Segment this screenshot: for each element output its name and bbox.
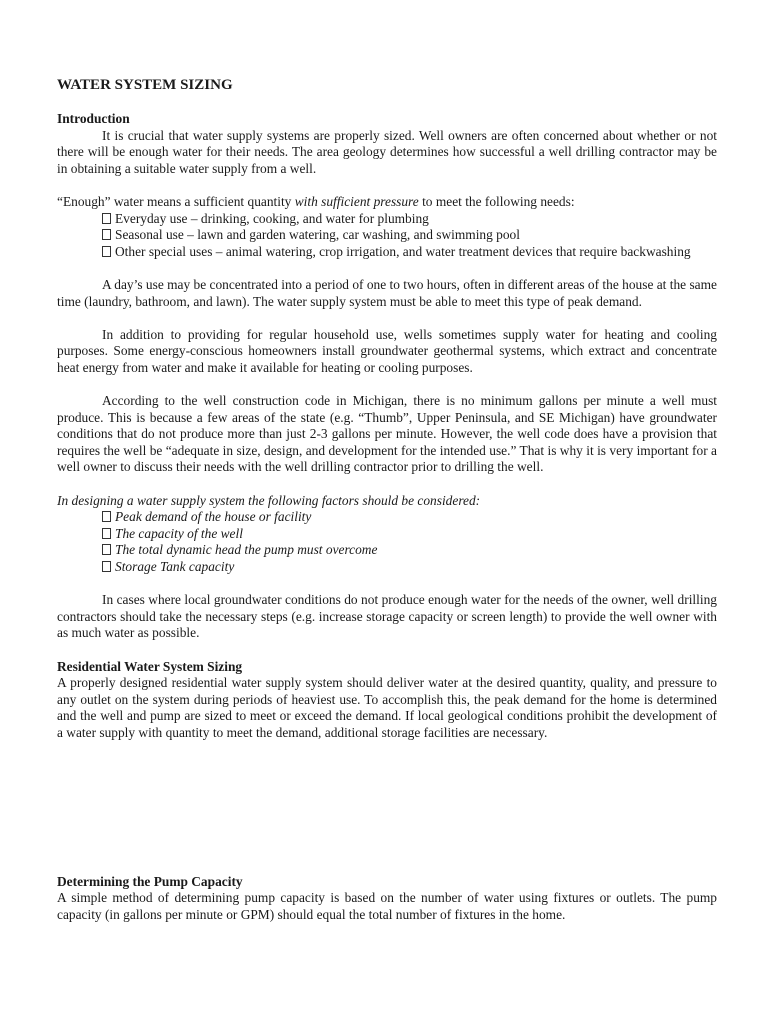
residential-paragraph: A properly designed residential water supply system should deliver water at the desired quantity, quality, and pressure to any outlet on the system during periods of heaviest use. To accomplish this, the peak demand for the home is determined and the well and pump are sized to meet or exceed the demand. If local geological conditions prohibit the development of a water supply with quantity to meet the demand, additional storage facilities are necessary. — [57, 675, 717, 740]
spacer — [57, 642, 717, 659]
enough-paragraph — [57, 194, 717, 211]
spacer — [57, 476, 717, 493]
well-code-paragraph: According to the well construction code in Michigan, there is no minimum gallons per minute a well must produce. This is because a few areas of the state (e.g. “Thumb”, Upper Peninsula, and SE Michigan) have groundwater conditions that do not produce more than just 2-3 gallons per minute. However, the well code does have a provision that requires the well be “adequate in size, design, and development for the intended use.” That is why it is very important for a well owner to discuss their needs with the well drilling contractor prior to drilling the well. — [57, 393, 717, 475]
checkbox-bullet-icon — [102, 213, 111, 224]
list-item: Seasonal use – lawn and garden watering, car washing, and swimming pool — [102, 227, 717, 244]
pump-capacity-paragraph: A simple method of determining pump capacity is based on the number of water using fixtures or outlets. The pump capacity (in gallons per minute or GPM) should equal the total number of fixtures in the home. — [57, 890, 717, 922]
spacer — [57, 377, 717, 394]
document-page — [57, 76, 717, 923]
enough-emphasis: with sufficient pressure — [294, 193, 419, 209]
checkbox-bullet-icon — [102, 246, 111, 257]
section-heading-residential: Residential Water System Sizing — [57, 658, 243, 674]
peak-demand-paragraph: A day’s use may be concentrated into a period of one to two hours, often in different areas of the house at the same time (laundry, bathroom, and lawn). The water supply system must be able to meet this type of peak demand. — [57, 276, 717, 309]
spacer — [57, 177, 717, 194]
document-title: WATER SYSTEM SIZING — [57, 77, 233, 93]
checkbox-bullet-icon — [102, 511, 111, 522]
section-heading-pump-capacity: Determining the Pump Capacity — [57, 873, 243, 889]
list-item: Everyday use – drinking, cooking, and water for plumbing — [102, 211, 717, 228]
factors-intro: In designing a water supply system the following factors should be considered: — [57, 492, 481, 508]
section-heading-introduction: Introduction — [57, 111, 130, 126]
list-item: Storage Tank capacity — [102, 559, 717, 576]
factors-list — [57, 509, 717, 575]
enough-suffix: to meet the following needs: — [418, 193, 575, 209]
list-item: Other special uses – animal watering, crop irrigation, and water treatment devices that require backwashing — [102, 244, 717, 261]
checkbox-bullet-icon — [102, 229, 111, 240]
checkbox-bullet-icon — [102, 544, 111, 555]
enough-prefix: “Enough” water means a sufficient quantity — [57, 193, 295, 209]
list-item: The total dynamic head the pump must overcome — [102, 542, 717, 559]
spacer — [57, 576, 717, 593]
list-item: The capacity of the well — [102, 526, 717, 543]
groundwater-cases-paragraph: In cases where local groundwater conditions do not produce enough water for the needs of the owner, well drilling contractors should take the necessary steps (e.g. increase storage capacity or screen length) to provide the well owner with as much water as possible. — [57, 592, 717, 641]
intro-paragraph: It is crucial that water supply systems are properly sized. Well owners are often concerned about whether or not there will be enough water for their needs. The area geology determines how successful a well drilling contractor may be in obtaining a suitable water supply from a well. — [57, 127, 717, 176]
needs-list — [57, 211, 717, 261]
checkbox-bullet-icon — [102, 528, 111, 539]
heating-paragraph: In addition to providing for regular household use, wells sometimes supply water for heating and cooling purposes. Some energy-conscious homeowners install groundwater geothermal systems, which extract and concentrate heat energy from water and make it available for heating or cooling purposes. — [57, 326, 717, 375]
spacer — [57, 742, 717, 874]
checkbox-bullet-icon — [102, 561, 111, 572]
spacer — [57, 310, 717, 327]
list-item: Peak demand of the house or facility — [102, 509, 717, 526]
spacer — [57, 260, 717, 277]
